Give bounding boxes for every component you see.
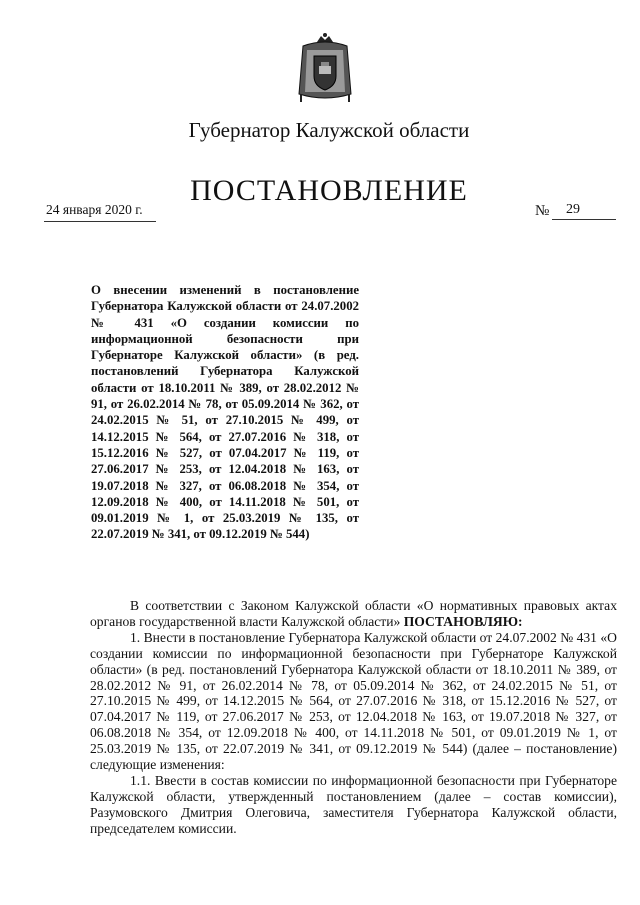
item-1-1-paragraph: 1.1. Ввести в состав комиссии по информационной безопасности при Губернаторе Калужской области, утвержденный постановлением (далее – состав комиссии), Разумовского Дмитрия Олеговича, заместителя Губернатора Калужской области, председателем комиссии. xyxy=(90,772,617,836)
intro-paragraph xyxy=(90,598,617,630)
date-underline xyxy=(44,221,156,222)
decree-word: ПОСТАНОВЛЯЮ: xyxy=(403,613,523,629)
item-1-paragraph: 1. Внести в постановление Губернатора Калужской области от 24.07.2002 № 431 «О создании комиссии по информационной безопасности при Губернаторе Калужской области» (в ред. постановлений Губернатора Калужской области от 18.10.2011 № 389, от 28.02.2012 № 91, от 26.02.2014 № 78, от 05.09.2014 № 362, от 24.02.2015 № 51, от 27.10.2015 № 499, от 14.12.2015 № 564, от 27.07.2016 № 318, от 15.12.2016 № 527, от 07.04.2017 № 119, от 27.06.2017 № 253, от 12.04.2018 № 163, от 19.07.2018 № 327, от 06.08.2018 № 354, от 12.09.2018 № 400, от 14.11.2018 № 501, от 09.01.2019 № 1, от 25.03.2019 № 135, от 22.07.2019 № 341, от 09.12.2019 № 544) (далее – постановление) следующие изменения: xyxy=(90,629,617,773)
document-date: 24 января 2020 г. xyxy=(46,202,143,217)
number-underline xyxy=(552,219,616,220)
issuing-authority: Губернатор Калужской области xyxy=(188,118,470,142)
document-body xyxy=(90,598,617,837)
document-subject: О внесении изменений в постановление Губернатора Калужской области от 24.07.2002 № 431 «О создании комиссии по информационной безопасности при Губернаторе Калужской области» (в ред. постановлений Губернатора Калужской области от 18.10.2011 № 389, от 28.02.2012 № 91, от 26.02.2014 № 78, от 05.09.2014 № 362, от 24.02.2015 № 51, от 27.10.2015 № 499, от 14.12.2015 № 564, от 27.07.2016 № 318, от 15.12.2016 № 527, от 07.04.2017 № 119, от 27.06.2017 № 253, от 12.04.2018 № 163, от 19.07.2018 № 327, от 06.08.2018 № 354, от 12.09.2018 № 400, от 14.11.2018 № 501, от 09.01.2019 № 1, от 25.03.2019 № 135, от 22.07.2019 № 341, от 09.12.2019 № 544) xyxy=(91,283,359,542)
intro-text: В соответствии с Законом Калужской области «О нормативных правовых актах органов государственной власти Калужской области» xyxy=(90,598,617,629)
coat-of-arms-icon xyxy=(295,32,355,104)
document-number: 29 xyxy=(566,202,580,217)
number-label: № xyxy=(535,203,550,219)
document-type-title: ПОСТАНОВЛЕНИЕ xyxy=(190,174,468,207)
